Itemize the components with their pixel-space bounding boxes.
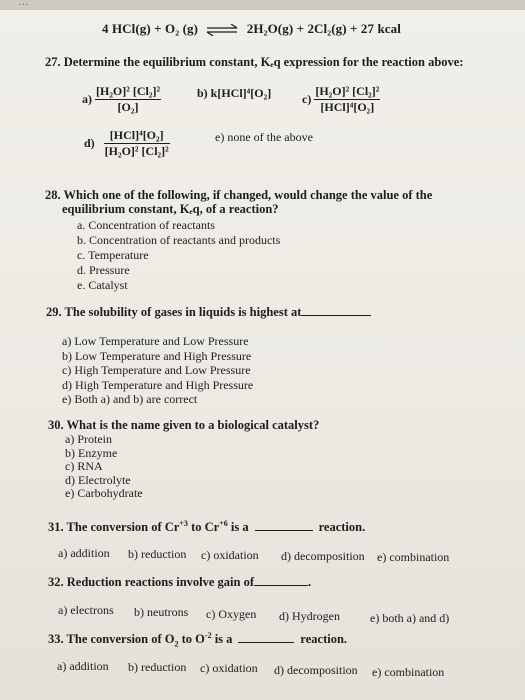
q32-option-e: e) both a) and d) — [370, 611, 450, 625]
q27-a-fraction — [95, 84, 161, 115]
question-33-text — [48, 631, 347, 649]
q28-option-e: e. Catalyst — [77, 278, 128, 292]
q27-c-label: c) — [302, 92, 312, 106]
q27-option-e: e) none of the above — [215, 130, 313, 144]
q29-option-e: e) Both a) and b) are correct — [62, 392, 198, 406]
q29-option-a: a) Low Temperature and Low Pressure — [62, 334, 249, 348]
q27-a-numerator: [H₂O]² [Cl₂]² — [96, 84, 161, 98]
q31-charge-2: +6 — [219, 519, 228, 528]
q33-answer-blank — [238, 642, 294, 643]
q32-option-c: c) Oxygen — [206, 607, 257, 621]
q33-subscript: 2 — [174, 639, 179, 649]
question-28-line-1: 28. Which one of the following, if changed, would change the value of the — [45, 188, 433, 202]
q27-option-b — [197, 86, 271, 101]
q29-options — [62, 334, 253, 407]
q30-options — [65, 433, 143, 501]
question-31-text — [48, 519, 365, 535]
q32-option-d: d) Hydrogen — [279, 609, 340, 623]
q31-charge-1: +3 — [179, 519, 188, 528]
q32-option-a: a) electrons — [58, 603, 114, 617]
q32-answer-blank — [254, 585, 308, 586]
q31-option-b: b) reduction — [128, 547, 187, 561]
q31-text-part-1: 31. The conversion of Cr — [48, 520, 180, 535]
question-27-text: 27. Determine the equilibrium constant, Kₑq expression for the reaction above: — [45, 55, 464, 69]
q27-b-text: k[HCl]⁴[O₂] — [210, 86, 272, 100]
q31-text-part-3: is a — [227, 520, 249, 535]
question-30-text: 30. What is the name given to a biological catalyst? — [48, 418, 320, 432]
q30-option-c: c) RNA — [65, 459, 103, 473]
q33-option-b: b) reduction — [128, 660, 187, 674]
q30-option-b: b) Enzyme — [65, 445, 118, 460]
q27-d-denominator: [H₂O]² [Cl₂]² — [104, 144, 169, 158]
q33-text-part-3: is a — [211, 632, 233, 647]
q27-a-denominator: [O₂] — [117, 100, 139, 114]
q27-d-fraction — [104, 128, 170, 159]
q33-text-part-2: to O — [178, 632, 205, 647]
q33-text-part-1: 33. The conversion of O — [48, 632, 175, 647]
q27-a-label: a) — [82, 92, 92, 106]
q29-option-d: d) High Temperature and High Pressure — [62, 377, 254, 392]
q33-charge: -2 — [204, 631, 212, 640]
q31-answer-blank — [255, 530, 313, 531]
q27-c-fraction — [314, 84, 380, 115]
q29-option-c: c) High Temperature and Low Pressure — [62, 363, 251, 377]
q33-option-e: e) combination — [372, 665, 445, 679]
q29-answer-blank — [301, 315, 371, 316]
q27-d-numerator: [HCl]⁴[O₂] — [104, 128, 170, 144]
q31-text-end: reaction. — [318, 520, 366, 535]
header-fragment: … — [18, 0, 29, 8]
q32-text-end: . — [308, 575, 312, 589]
equation-reactants: 4 HCl(g) + O₂ (g) — [102, 21, 199, 36]
q30-option-a: a) Protein — [65, 432, 112, 446]
q30-option-d: d) Electrolyte — [65, 472, 131, 487]
q29-option-b: b) Low Temperature and High Pressure — [62, 348, 252, 363]
q28-option-d: d. Pressure — [77, 263, 130, 277]
q32-option-b: b) neutrons — [134, 605, 189, 619]
q27-c-denominator: [HCl]⁴[O₂] — [320, 100, 375, 114]
question-32-text — [48, 575, 311, 590]
question-29-text — [46, 305, 371, 320]
reaction-equation — [102, 21, 401, 37]
q27-b-label: b) — [197, 86, 208, 100]
q27-option-d — [84, 128, 170, 159]
q28-option-b: b. Concentration of reactants and products — [77, 233, 281, 247]
q28-option-c: c. Temperature — [77, 248, 149, 262]
q31-option-a: a) addition — [58, 546, 110, 560]
q27-d-label: d) — [84, 136, 95, 150]
q31-option-e: e) combination — [377, 550, 450, 564]
question-28-line-2: equilibrium constant, Kₑq, of a reaction? — [62, 202, 279, 216]
previous-page-edge — [0, 0, 525, 10]
question-32-prompt: 32. Reduction reactions involve gain of — [48, 575, 255, 589]
q27-option-c — [302, 84, 380, 115]
equilibrium-arrow-icon — [205, 24, 239, 36]
q31-option-d: d) decomposition — [281, 549, 365, 563]
q31-text-part-2: to Cr — [187, 520, 220, 535]
q33-option-d: d) decomposition — [274, 663, 358, 677]
question-29-prompt: 29. The solubility of gases in liquids is highest at — [46, 305, 302, 319]
q28-option-a: a. Concentration of reactants — [77, 218, 215, 232]
q30-option-e: e) Carbohydrate — [65, 486, 143, 500]
q33-option-c: c) oxidation — [200, 661, 258, 675]
q33-text-end: reaction. — [300, 632, 348, 647]
q27-c-numerator: [H₂O]² [Cl₂]² — [315, 84, 380, 98]
q27-option-a — [82, 84, 161, 115]
q28-options — [77, 218, 280, 293]
q31-option-c: c) oxidation — [201, 548, 259, 562]
q33-option-a: a) addition — [57, 659, 109, 673]
equation-products: 2H₂O(g) + 2Cl₂(g) + 27 kcal — [246, 21, 401, 36]
